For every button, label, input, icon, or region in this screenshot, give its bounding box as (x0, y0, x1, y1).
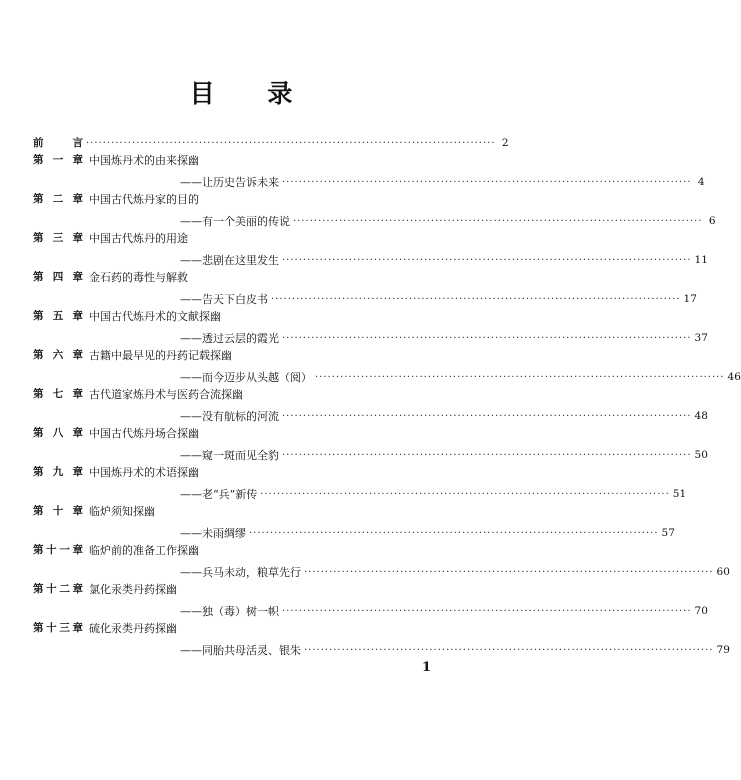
toc-entry-preface[interactable] (33, 133, 509, 150)
chapter-subtitle: ——让历史告诉未来 (180, 176, 279, 189)
toc-subentry-chapter-12[interactable] (33, 601, 708, 618)
leader-dots: ·································································································· (293, 216, 703, 227)
toc-subentry-chapter-6[interactable] (33, 367, 741, 384)
toc-entry-chapter-6[interactable] (33, 345, 451, 362)
toc-subentry-chapter-3[interactable] (33, 250, 708, 267)
chapter-number: 第 六 章 (33, 349, 83, 361)
toc-subentry-chapter-4[interactable] (33, 289, 697, 306)
toc-subentry-chapter-5[interactable] (33, 328, 708, 345)
page-ref: 79 (716, 644, 730, 656)
leader-dots: ·································································································· (304, 645, 714, 656)
toc-entry-chapter-4[interactable] (33, 267, 451, 284)
page-ref: 70 (694, 605, 708, 617)
leader-dots: ·································································································· (271, 294, 681, 305)
leader-dots: ·································································································· (282, 255, 692, 266)
chapter-title: 硫化汞类丹药探幽 (89, 622, 177, 635)
toc-entry-chapter-10[interactable] (33, 501, 451, 518)
chapter-number: 第 七 章 (33, 388, 83, 400)
chapter-title: 临炉前的准备工作探幽 (89, 544, 199, 557)
chapter-subtitle: ——透过云层的霞光 (180, 332, 279, 345)
chapter-subtitle: ——独（毒）树一帜 (180, 605, 279, 618)
page-ref: 17 (683, 293, 697, 305)
toc-entry-chapter-12[interactable] (33, 579, 451, 596)
toc-subentry-chapter-8[interactable] (33, 445, 708, 462)
toc-subentry-chapter-11[interactable] (33, 562, 730, 579)
chapter-title: 中国古代炼丹的用途 (89, 232, 188, 245)
toc-entry-chapter-5[interactable] (33, 306, 451, 323)
leader-dots: ·································································································· (86, 138, 496, 149)
leader-dots: ·································································································· (260, 489, 670, 500)
page-ref: 11 (694, 254, 708, 266)
chapter-title: 中国古代炼丹场合探幽 (89, 427, 199, 440)
toc-entry-chapter-8[interactable] (33, 423, 451, 440)
chapter-subtitle: ——有一个美丽的传说 (180, 215, 290, 228)
chapter-number: 第 四 章 (33, 271, 83, 283)
toc-subentry-chapter-10[interactable] (33, 523, 675, 540)
chapter-subtitle: ——兵马未动，粮草先行 (180, 566, 301, 579)
page-ref: 60 (716, 566, 730, 578)
page-number: 1 (422, 660, 432, 675)
chapter-number: 第十二章 (33, 583, 83, 595)
leader-dots: ·································································································· (282, 333, 692, 344)
chapter-title: 氯化汞类丹药探幽 (89, 583, 177, 596)
chapter-number: 前 言 (33, 137, 83, 149)
toc-entry-chapter-13[interactable] (33, 618, 451, 635)
chapter-number: 第 十 章 (33, 505, 83, 517)
chapter-subtitle: ——告天下白皮书 (180, 293, 268, 306)
chapter-title: 临炉须知探幽 (89, 505, 155, 518)
leader-dots: ·································································································· (282, 411, 692, 422)
chapter-number: 第十三章 (33, 622, 83, 634)
chapter-subtitle: ——未雨绸缪 (180, 527, 246, 540)
page-title: 目 录 (189, 79, 315, 108)
page-ref: 57 (661, 527, 675, 539)
chapter-number: 第 三 章 (33, 232, 83, 244)
page-ref: 46 (727, 371, 741, 383)
leader-dots: ·································································································· (304, 567, 714, 578)
toc-subentry-chapter-13[interactable] (33, 640, 730, 657)
chapter-number: 第 八 章 (33, 427, 83, 439)
chapter-subtitle: ——老“兵”新传 (180, 488, 258, 501)
chapter-number: 第 九 章 (33, 466, 83, 478)
chapter-title: 古代道家炼丹术与医药合流探幽 (89, 388, 243, 401)
chapter-number: 第 五 章 (33, 310, 83, 322)
leader-dots: ·································································································· (249, 528, 659, 539)
leader-dots: ·································································································· (282, 450, 692, 461)
toc-entry-chapter-3[interactable] (33, 228, 451, 245)
page-ref: 2 (501, 137, 509, 149)
toc-subentry-chapter-9[interactable] (33, 484, 687, 501)
chapter-title: 中国古代炼丹家的目的 (89, 193, 199, 206)
chapter-subtitle: ——悲剧在这里发生 (180, 254, 279, 267)
chapter-title: 金石药的毒性与解救 (89, 271, 188, 284)
page-ref: 4 (697, 176, 705, 188)
chapter-number: 第 二 章 (33, 193, 83, 205)
toc-entry-chapter-1[interactable] (33, 150, 451, 167)
chapter-title: 中国炼丹术的由来探幽 (89, 154, 199, 167)
chapter-subtitle: ——没有航标的河流 (180, 410, 279, 423)
toc-subentry-chapter-1[interactable] (33, 172, 705, 189)
chapter-number: 第十一章 (33, 544, 83, 556)
chapter-title: 中国古代炼丹术的文献探幽 (89, 310, 221, 323)
chapter-subtitle: ——同胎共母活灵、银朱 (180, 644, 301, 657)
leader-dots: ·································································································· (315, 372, 725, 383)
page-ref: 37 (694, 332, 708, 344)
leader-dots: ·································································································· (282, 177, 692, 188)
toc-entry-chapter-2[interactable] (33, 189, 451, 206)
toc-entry-chapter-9[interactable] (33, 462, 451, 479)
page-ref: 51 (672, 488, 687, 500)
page-ref: 48 (694, 410, 708, 422)
toc-subentry-chapter-2[interactable] (33, 211, 716, 228)
page-ref: 50 (694, 449, 708, 461)
toc-subentry-chapter-7[interactable] (33, 406, 708, 423)
chapter-title: 古籍中最早见的丹药记载探幽 (89, 349, 232, 362)
chapter-subtitle: ——窥一斑而见全豹 (180, 449, 279, 462)
chapter-number: 第 一 章 (33, 154, 83, 166)
chapter-subtitle: ——而今迈步从头越（阅） (180, 371, 312, 384)
toc-entry-chapter-11[interactable] (33, 540, 451, 557)
toc-entry-chapter-7[interactable] (33, 384, 451, 401)
leader-dots: ·································································································· (282, 606, 692, 617)
chapter-title: 中国炼丹术的术语探幽 (89, 466, 199, 479)
page-ref: 6 (708, 215, 716, 227)
